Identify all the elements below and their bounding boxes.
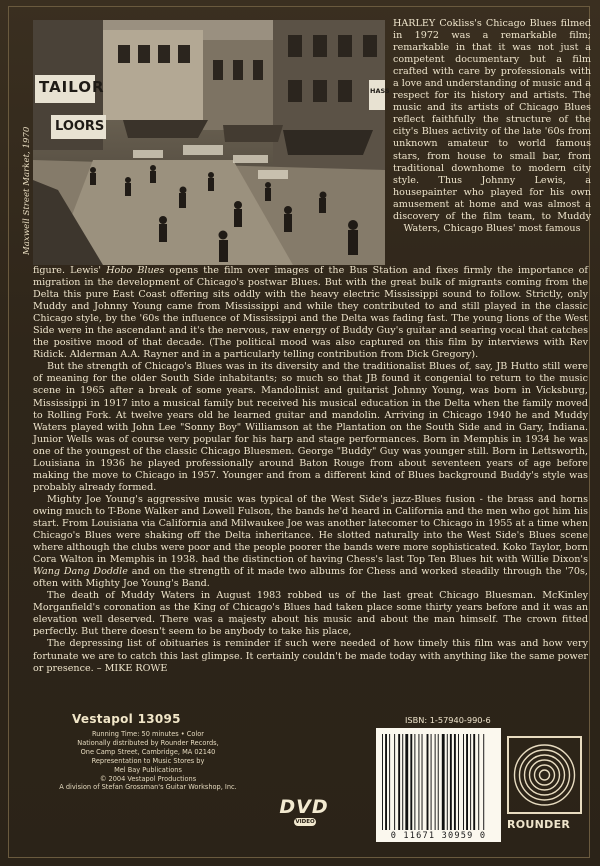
barcode-bars <box>376 728 501 832</box>
rounder-rings-icon <box>509 738 580 812</box>
barcode-bar <box>450 734 452 830</box>
barcode-bar <box>405 734 408 830</box>
barcode-bar <box>466 734 468 830</box>
street-scene-illustration <box>33 20 385 265</box>
barcode-bar <box>447 734 448 830</box>
barcode-bar <box>389 734 390 830</box>
barcode-bar <box>463 734 464 830</box>
paragraph-3-text-a: Mighty Joe Young's aggressive music was typical of the West Side's jazz-Blues fusion - the brass and horns owing much to T-Bone Walker and Lowell Fulson, the bands he'd heard in California and the men who got him his start. From Louisiana via California and Milwaukee Joe was another latecomer to Chicago in 1955 at a time when Chicago's Blues were shaking off the Delta inheritance. He slotted naturally into the West Side's Blues scene where although the clubs were poor and the people poorer the bands were more sophisticated. Koko Taylor, born Cora Walton in Memphis in 1938. had the distinction of having Chess's last Top Ten Blues hit with Willie Dixon's <box>33 493 588 566</box>
isbn-number: ISBN: 1-57940-990-6 <box>405 715 491 725</box>
credit-line: One Camp Street, Cambridge, MA 02140 <box>80 747 216 756</box>
sign-hass: HASS <box>370 87 390 95</box>
barcode-bar <box>418 734 419 830</box>
sign-loors: LOORS <box>55 119 105 134</box>
song-title-wang-dang-doddle: Wang Dang Doddle <box>33 566 128 578</box>
barcode-digits: 0 11671 30959 0 <box>376 830 501 842</box>
barcode-bar <box>410 734 412 830</box>
barcode-bar <box>431 734 432 830</box>
paragraph-5: The depressing list of obituaries is reminder if such were needed of how timely this film was and how very fortunate we are to catch this last glimpse. It certainly couldn't be made today with anything like the same power or presence. – MIKE ROWE <box>33 638 588 674</box>
intro-column: HARLEY Cokliss's Chicago Blues filmed in 1972 was a remarkable film; remarkable in that it was not just a competent documentary but a film crafted with care by professionals with a love and understanding of music and a respect for its history and artists. The music and its artists of Chicago Blues reflect faithfully the structure of the city's Blues activity of the late '60s from unknown amateur to world famous stars, from house to small bar, from traditional downhome to modern city style. Thus Johnny Lewis, a housepainter who played for his own amusement at home and was almost a discovery of the film team, to Muddy Waters, Chicago Blues' most famous <box>393 18 591 234</box>
credit-line: Mel Bay Publications <box>114 765 182 774</box>
song-title-hobo-blues: Hobo Blues <box>106 265 165 276</box>
credit-line: Representation to Music Stores by <box>91 756 205 765</box>
paragraph-1-text-b: opens the film over images of the Bus Station and fixes firmly the importance of migration in the development of Chicago's postwar Blues. But with the great bulk of migrants coming from the Delta this pure East Coast offering sits oddly with the heavy electric Mississippi sound to follow. Strictly, only Muddy and Johnny Young came from Mississippi and while they contributed to and still played in the classic Chicago style, by the '60s the influence of Mississippi and the Delta was fading fast. The young lions of the West Side were in the ascendant and it's the nervous, raw energy of Buddy Guy's guitar and searing vocal that catches the positive mood of that decade. (The political mood was also captured on this film by interviews with Rev Ridick. Alderman A.A. Rayner and in a particularly telling contribution from Dick Gregory). <box>33 265 588 361</box>
barcode-bar <box>470 734 471 830</box>
dvd-logo-sub: VIDEO <box>295 819 315 825</box>
barcode-bar <box>385 734 387 830</box>
barcode-bar <box>473 734 475 830</box>
paragraph-4: The death of Muddy Waters in August 1983 robbed us of the last great Chicago Bluesman. McKinley Morganfield's coronation as the King of Chicago's Blues had taken place some thirty years before and it was an elevation well deserved. There was a majesty about his music and about the man himself. The crown fitted perfectly. But there doesn't seem to be anybody to take his place, <box>33 590 588 638</box>
barcode-bar <box>422 734 423 830</box>
street-market-photo <box>33 20 390 265</box>
barcode-bar <box>442 734 445 830</box>
barcode-bar <box>398 734 400 830</box>
liner-notes <box>33 265 588 675</box>
dvd-logo-text: DVD <box>279 796 329 818</box>
paragraph-3 <box>33 494 588 590</box>
photo-caption: Maxwell Street Market, 1970 <box>22 126 32 255</box>
rounder-logo-text: ROUNDER <box>507 818 571 831</box>
barcode-bar <box>438 734 439 830</box>
sign-tailor: TAILOR <box>39 78 105 96</box>
barcode-bar <box>427 734 429 830</box>
credit-line: © 2004 Vestapol Productions <box>99 774 197 783</box>
paragraph-1-text-a: figure. Lewis' <box>33 265 102 276</box>
barcode-bar <box>483 734 484 830</box>
barcode-bar <box>454 734 456 830</box>
barcode-bar <box>478 734 479 830</box>
barcode <box>376 728 501 838</box>
barcode-bar <box>435 734 436 830</box>
vestapol-logo: Vestapol 13095 <box>72 712 181 726</box>
paragraph-3-text-b: and on the strength of it made two albums for Chess and worked steadily through the '70s, often with Mighty Joe Young's Band. <box>33 566 588 590</box>
barcode-bar <box>402 734 403 830</box>
credit-line: Running Time: 50 minutes • Color <box>91 730 205 738</box>
paragraph-1 <box>33 265 588 361</box>
credits-block <box>38 730 258 792</box>
barcode-bar <box>458 734 459 830</box>
rounder-logo-mark <box>507 736 582 814</box>
barcode-bar <box>394 734 395 830</box>
barcode-bar <box>382 734 383 830</box>
credit-line: A division of Stefan Grossman's Guitar Workshop, Inc. <box>59 783 237 792</box>
paragraph-2: But the strength of Chicago's Blues was in its diversity and the traditionalist Blues of, say, JB Hutto still were of meaning for the older South Side inhabitants; so much so that JB found it congenial to return to the music scene in 1965 after a break of some years. Mandolinist and guitarist Johnny Young, was born in Vicksburg, Mississippi in 1917 into a musical family but received his musical education in the Delta when the family moved to Rolling Fork. At twelve years old he learned guitar and mandolin. Arriving in Chicago 1940 he and Muddy Waters played with John Lee "Sonny Boy" Williamson at the Plantation on the South Side and in Gary, Indiana. Junior Wells was of course very popular for his harp and stage performances. Born in Memphis in 1934 he was one of the youngest of the classic Chicago Bluesmen. George "Buddy" Guy was younger still. Born in Lettsworth, Louisiana in 1936 he played professionally around Baton Rouge from about seventeen years of age before making the move to Chicago in 1957. Younger and from a different kind of Blues background Buddy's style was probably already formed. <box>33 361 588 493</box>
credit-line: Nationally distributed by Rounder Records, <box>77 738 219 747</box>
barcode-bar <box>414 734 415 830</box>
dvd-video-logo <box>266 796 342 828</box>
